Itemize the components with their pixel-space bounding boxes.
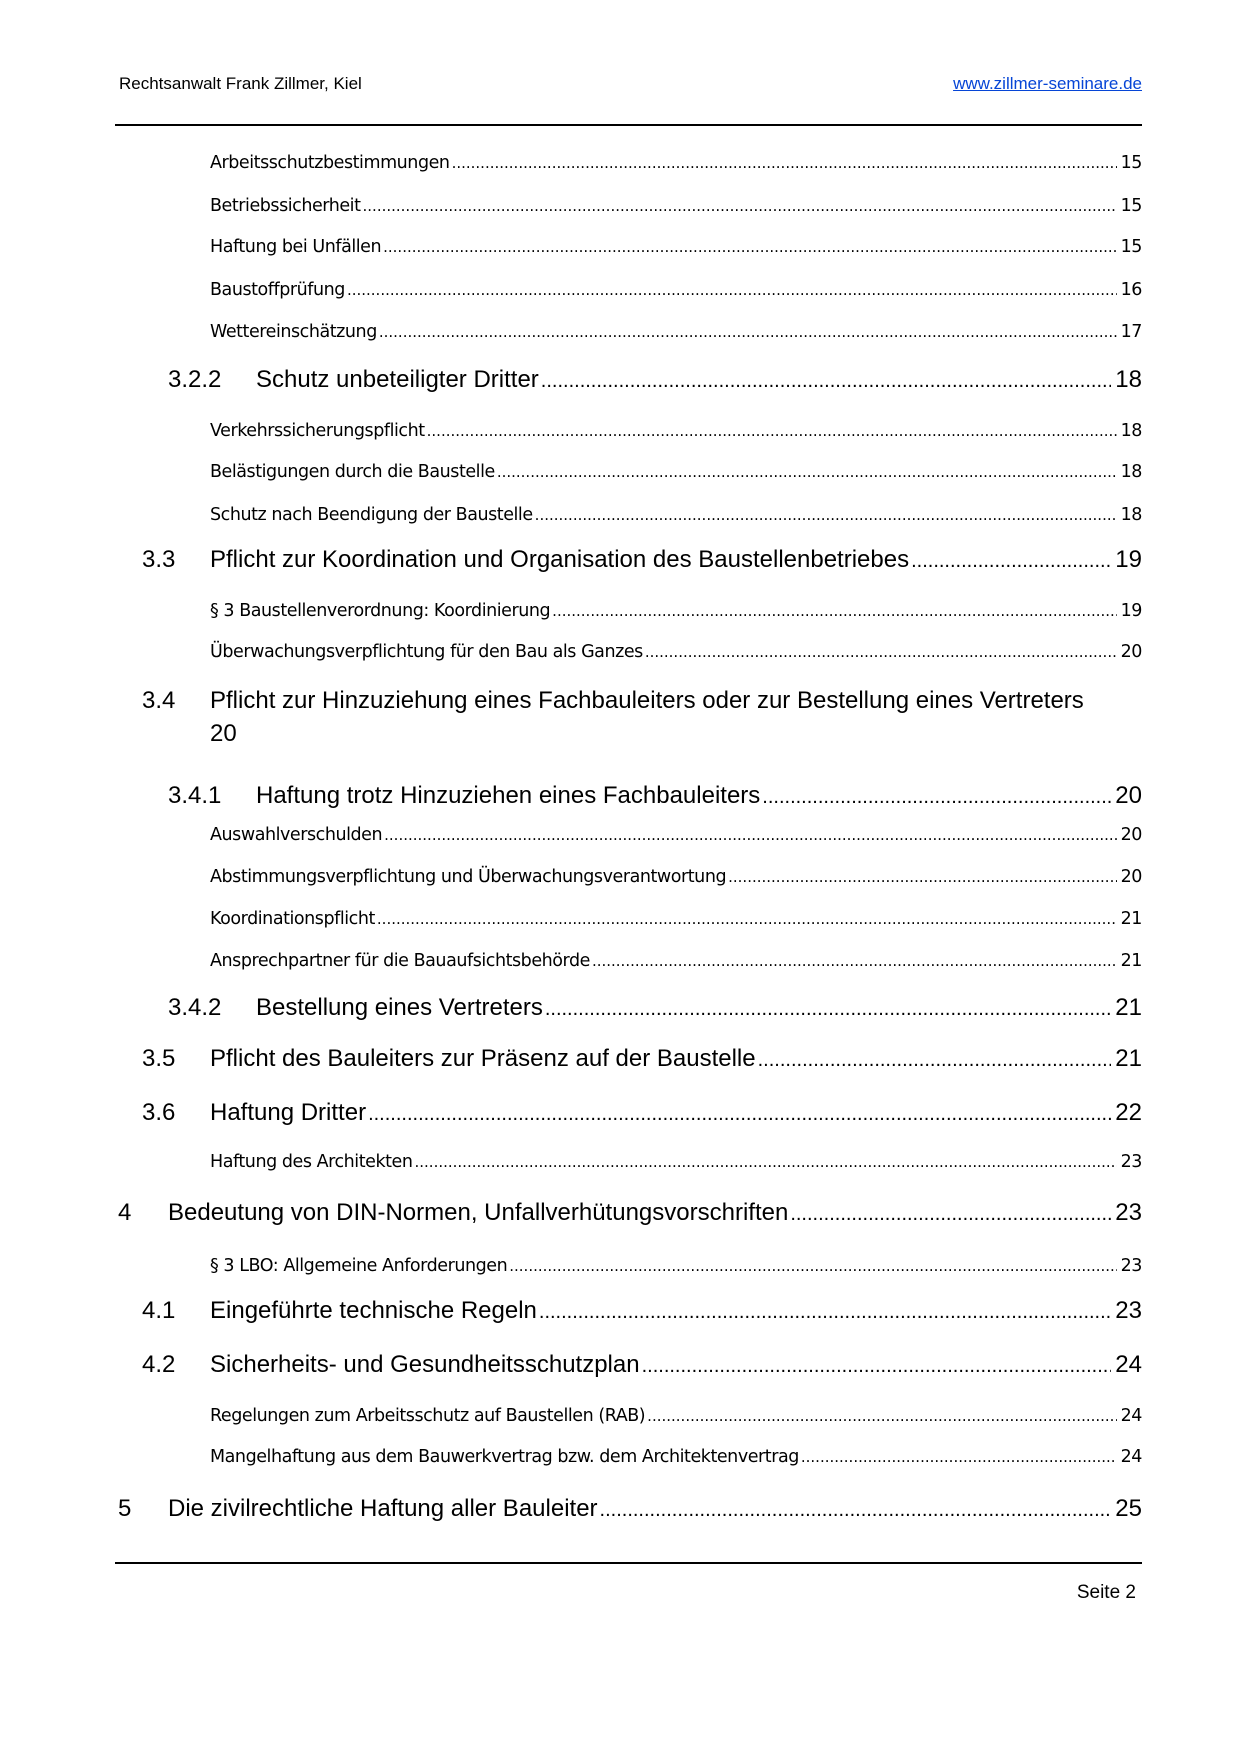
toc-subentry[interactable]	[0, 1447, 1142, 1467]
toc-entry-page: 18	[1120, 421, 1142, 441]
toc-entry[interactable]	[0, 1351, 1142, 1379]
toc-entry-number: 4	[118, 1199, 132, 1226]
header-author: Rechtsanwalt Frank Zillmer, Kiel	[119, 74, 362, 93]
toc-subentry[interactable]	[0, 462, 1142, 482]
toc-subentry[interactable]	[0, 322, 1142, 342]
toc-entry-title: § 3 Baustellenverordnung: Koordinierung	[210, 601, 551, 621]
toc-entry-page: 15	[1120, 237, 1142, 257]
toc-entry-page: 24	[1120, 1406, 1142, 1426]
toc-dot-leader	[535, 506, 1117, 524]
toc-subentry[interactable]	[0, 909, 1142, 929]
toc-entry-title: Pflicht zur Koordination und Organisation des Baustellenbetriebes	[210, 546, 910, 573]
toc-dot-leader	[541, 370, 1112, 393]
toc-entry-number: 3.5	[142, 1045, 176, 1072]
toc-entry-page: 25	[1115, 1495, 1142, 1522]
toc-entry-title: Schutz nach Beendigung der Baustelle	[210, 505, 533, 525]
toc-entry-number: 3.4	[142, 687, 176, 714]
toc-entry-page: 18	[1120, 505, 1142, 525]
toc-entry-page: 16	[1120, 280, 1142, 300]
toc-entry-page: 20	[1115, 782, 1142, 809]
toc-entry-title: Die zivilrechtliche Haftung aller Bauleiter	[168, 1495, 598, 1522]
toc-entry[interactable]	[0, 1199, 1142, 1227]
toc-entry-title: Koordinationspflicht	[210, 909, 375, 929]
toc-entry-page: 20	[1120, 825, 1142, 845]
toc-entry-page: 23	[1120, 1256, 1142, 1276]
toc-entry-page: 18	[1120, 462, 1142, 482]
toc-subentry[interactable]	[0, 421, 1142, 441]
toc-dot-leader	[728, 868, 1117, 886]
toc-dot-leader	[758, 1049, 1112, 1072]
toc-entry-page: 20	[210, 720, 237, 747]
toc-entry-number: 3.4.2	[168, 994, 222, 1021]
toc-subentry[interactable]	[0, 505, 1142, 525]
toc-subentry[interactable]	[0, 825, 1142, 845]
toc-subentry[interactable]	[0, 642, 1142, 662]
toc-dot-leader	[368, 1103, 1111, 1126]
toc-entry-number: 5	[118, 1495, 132, 1522]
toc-dot-leader	[642, 1355, 1112, 1378]
toc-entry-page: 17	[1120, 322, 1142, 342]
toc-entry[interactable]	[0, 684, 1142, 750]
toc-entry-title: § 3 LBO: Allgemeine Anforderungen	[210, 1256, 508, 1276]
toc-entry-number: 4.1	[142, 1297, 176, 1324]
toc-entry-title: Abstimmungsverpflichtung und Überwachungsverantwortung	[210, 867, 727, 887]
toc-dot-leader	[600, 1499, 1112, 1522]
toc-entry-page: 19	[1120, 601, 1142, 621]
toc-entry-title: Bedeutung von DIN-Normen, Unfallverhütungsvorschriften	[168, 1199, 789, 1226]
toc-dot-leader	[383, 238, 1117, 256]
toc-dot-leader	[347, 281, 1117, 299]
toc-entry-page: 15	[1120, 153, 1142, 173]
toc-entry-title: Baustoffprüfung	[210, 280, 345, 300]
toc-entry-page: 19	[1115, 546, 1142, 573]
toc-entry-page: 24	[1115, 1351, 1142, 1378]
toc-entry-page: 23	[1115, 1199, 1142, 1226]
toc-entry-title: Mangelhaftung aus dem Bauwerkvertrag bzw. dem Architektenvertrag	[210, 1447, 799, 1467]
toc-entry-page: 23	[1120, 1152, 1142, 1172]
toc-entry-title: Eingeführte technische Regeln	[210, 1297, 537, 1324]
toc-entry-number: 4.2	[142, 1351, 176, 1378]
toc-entry-title: Haftung trotz Hinzuziehen eines Fachbauleiters	[256, 782, 761, 809]
toc-entry[interactable]	[0, 1495, 1142, 1523]
toc-entry-page: 20	[1120, 867, 1142, 887]
toc-subentry[interactable]	[0, 1256, 1142, 1276]
toc-entry-title: Schutz unbeteiligter Dritter	[256, 366, 539, 393]
toc-entry[interactable]	[0, 1099, 1142, 1127]
toc-entry[interactable]	[0, 1045, 1142, 1073]
toc-dot-leader	[645, 643, 1117, 661]
toc-entry-title: Pflicht zur Hinzuziehung eines Fachbauleiters oder zur Bestellung eines Vertreters	[210, 687, 1084, 714]
toc-subentry[interactable]	[0, 237, 1142, 257]
toc-subentry[interactable]	[0, 601, 1142, 621]
toc-dot-leader	[363, 197, 1117, 215]
toc-entry-page: 15	[1120, 196, 1142, 216]
toc-entry-title: Arbeitsschutzbestimmungen	[210, 153, 450, 173]
toc-dot-leader	[539, 1301, 1111, 1324]
toc-dot-leader	[762, 786, 1111, 809]
toc-entry[interactable]	[0, 994, 1142, 1022]
toc-entry[interactable]	[0, 1297, 1142, 1325]
toc-dot-leader	[452, 154, 1117, 172]
toc-dot-leader	[497, 463, 1117, 481]
toc-dot-leader	[911, 550, 1111, 573]
toc-entry-page: 21	[1115, 994, 1142, 1021]
toc-entry[interactable]	[0, 546, 1142, 574]
toc-dot-leader	[427, 422, 1117, 440]
toc-entry-title: Ansprechpartner für die Bauaufsichtsbehörde	[210, 951, 590, 971]
toc-dot-leader	[509, 1257, 1116, 1275]
toc-entry-page: 20	[1120, 642, 1142, 662]
toc-entry-title: Belästigungen durch die Baustelle	[210, 462, 495, 482]
header-website-link[interactable]: www.zillmer-seminare.de	[953, 74, 1142, 93]
toc-subentry[interactable]	[0, 951, 1142, 971]
toc-entry[interactable]	[0, 782, 1142, 810]
toc-entry-page: 24	[1120, 1447, 1142, 1467]
toc-entry-title: Haftung bei Unfällen	[210, 237, 382, 257]
toc-entry-title: Pflicht des Bauleiters zur Präsenz auf der Baustelle	[210, 1045, 756, 1072]
toc-subentry[interactable]	[0, 867, 1142, 887]
toc-dot-leader	[801, 1448, 1117, 1466]
toc-subentry[interactable]	[0, 153, 1142, 173]
toc-dot-leader	[377, 910, 1117, 928]
toc-entry-title: Haftung des Architekten	[210, 1152, 413, 1172]
toc-entry-title: Regelungen zum Arbeitsschutz auf Baustellen (RAB)	[210, 1406, 646, 1426]
toc-entry-number: 3.4.1	[168, 782, 222, 809]
toc-entry-page: 21	[1115, 1045, 1142, 1072]
toc-subentry[interactable]	[0, 196, 1142, 216]
toc-entry-title: Wettereinschätzung	[210, 322, 377, 342]
toc-entry-page: 22	[1115, 1099, 1142, 1126]
toc-entry-title: Betriebssicherheit	[210, 196, 361, 216]
toc-subentry[interactable]	[0, 280, 1142, 300]
toc-dot-leader	[647, 1407, 1116, 1425]
toc-entry-number: 3.2.2	[168, 366, 222, 393]
toc-entry-page: 23	[1115, 1297, 1142, 1324]
toc-dot-leader	[552, 602, 1116, 620]
toc-subentry[interactable]	[0, 1152, 1142, 1172]
toc-entry[interactable]	[0, 366, 1142, 394]
toc-entry-number: 3.3	[142, 546, 176, 573]
toc-subentry[interactable]	[0, 1406, 1142, 1426]
toc-dot-leader	[545, 998, 1111, 1021]
toc-entry-number: 3.6	[142, 1099, 176, 1126]
toc-entry-title: Haftung Dritter	[210, 1099, 367, 1126]
toc-entry-title: Überwachungsverpflichtung für den Bau als Ganzes	[210, 642, 643, 662]
toc-entry-title: Bestellung eines Vertreters	[256, 994, 543, 1021]
footer-divider	[115, 1562, 1142, 1564]
toc-entry-title: Sicherheits- und Gesundheitsschutzplan	[210, 1351, 640, 1378]
toc-dot-leader	[415, 1153, 1117, 1171]
toc-dot-leader	[790, 1203, 1111, 1226]
toc-entry-page: 21	[1120, 909, 1142, 929]
toc-entry-page: 18	[1115, 366, 1142, 393]
toc-entry-page: 21	[1120, 951, 1142, 971]
toc-dot-leader	[384, 826, 1116, 844]
toc-dot-leader	[592, 952, 1117, 970]
toc-entry-title: Auswahlverschulden	[210, 825, 383, 845]
toc-dot-leader	[379, 323, 1117, 341]
toc-entry-title: Verkehrssicherungspflicht	[210, 421, 425, 441]
page-number: Seite 2	[1076, 1582, 1136, 1603]
